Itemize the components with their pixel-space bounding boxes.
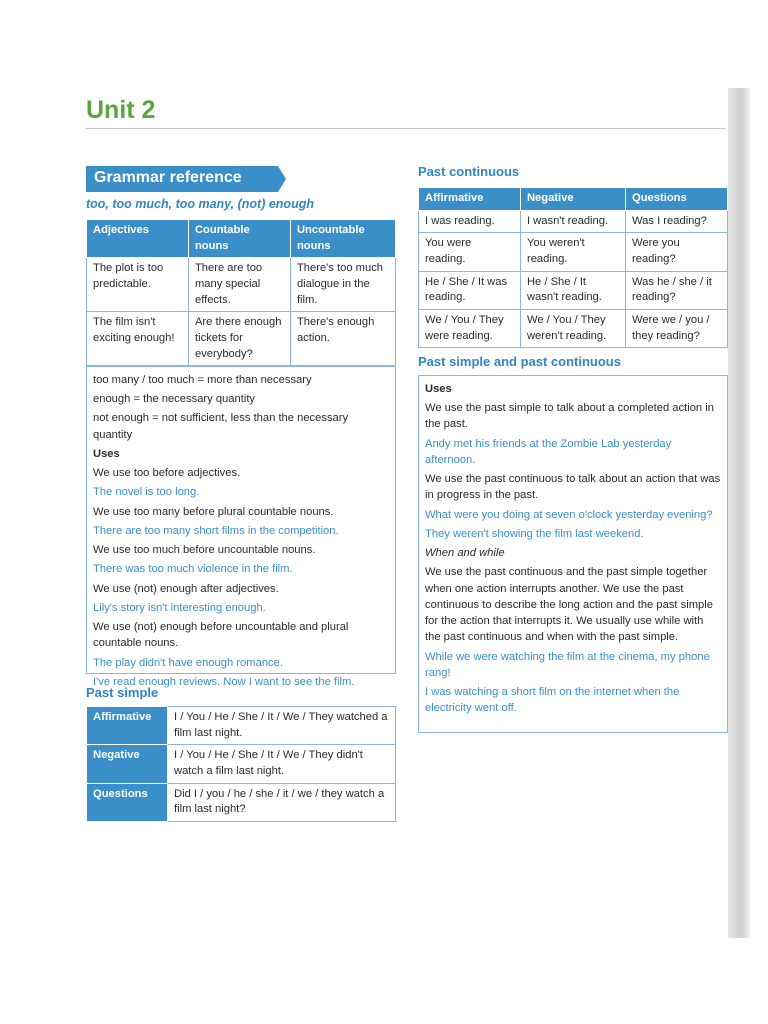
ps-pc-heading: Past simple and past continuous <box>418 354 621 369</box>
table-cell: Was I reading? <box>626 210 728 233</box>
rule-text: We use too before adjectives. <box>93 467 241 480</box>
past-simple-heading: Past simple <box>86 685 159 700</box>
table-cell: Were we / you / they reading? <box>626 310 728 348</box>
table-row <box>419 210 728 233</box>
row-label: Negative <box>87 745 168 783</box>
table-cell: You were reading. <box>419 233 521 271</box>
too-heading: too, too much, too many, (not) enough <box>86 197 314 211</box>
table-cell: I was reading. <box>419 210 521 233</box>
rule-text: We use (not) enough before uncountable and plural countable nouns. <box>93 621 349 650</box>
table-cell: Was he / she / it reading? <box>626 271 728 309</box>
rule-text: We use the past continuous to talk about an action that was in progress in the past. <box>425 473 721 502</box>
table-cell: There are too many special effects. <box>188 258 290 312</box>
table-header: Adjectives <box>87 220 189 258</box>
table-cell: He / She / It was reading. <box>419 271 521 309</box>
rule-text: We use the past continuous and the past simple together when one action interrupts another. We use the past continuous to describe the long action and the past simple for the action that interrupts it. We usually use while with the past continuous and when with the past simple. <box>425 566 713 644</box>
table-row <box>419 271 728 309</box>
table-cell: The film isn't exciting enough! <box>87 312 189 366</box>
grammar-reference-banner <box>86 166 286 192</box>
example-text: I've read enough reviews. Now I want to see the film. <box>93 675 355 688</box>
table-row <box>87 312 396 366</box>
rule-text: We use the past simple to talk about a completed action in the past. <box>425 402 714 431</box>
example-text: What were you doing at seven o'clock yesterday evening? <box>425 508 713 521</box>
rule-text: We use too many before plural countable nouns. <box>93 505 334 518</box>
example-text: There was too much violence in the film. <box>93 563 293 576</box>
table-row <box>87 745 396 783</box>
table-cell: Did I / you / he / she / it / we / they watch a film last night? <box>168 783 396 821</box>
too-table <box>86 219 396 366</box>
banner-text: Grammar reference <box>94 169 242 186</box>
table-header: Negative <box>520 188 625 211</box>
uses-label: Uses <box>425 383 452 395</box>
table-row <box>419 233 728 271</box>
example-text: The novel is too long. <box>93 486 200 499</box>
example-text: There are too many short films in the competition. <box>93 524 339 537</box>
table-cell: There's too much dialogue in the film. <box>290 258 395 312</box>
example-text: Lily's story isn't interesting enough. <box>93 601 266 614</box>
table-header: Affirmative <box>419 188 521 211</box>
when-while-label: When and while <box>425 547 505 560</box>
row-label: Questions <box>87 783 168 821</box>
table-cell: He / She / It wasn't reading. <box>520 271 625 309</box>
past-continuous-table <box>418 187 728 348</box>
too-notes-box <box>86 366 396 688</box>
example-text: Andy met his friends at the Zombie Lab yesterday afternoon. <box>425 437 672 466</box>
unit-title: Unit 2 <box>86 96 156 124</box>
ps-pc-box <box>418 375 728 733</box>
past-continuous-heading: Past continuous <box>418 164 520 179</box>
table-header: Questions <box>626 188 728 211</box>
table-cell: The plot is too predictable. <box>87 258 189 312</box>
example-text: They weren't showing the film last weekend. <box>425 527 644 540</box>
example-text: I was watching a short film on the internet when the electricity went off. <box>425 685 680 715</box>
definition: too many / too much = more than necessary <box>93 374 312 386</box>
page-edge-shadow <box>728 88 750 938</box>
past-simple-table <box>86 706 396 822</box>
table-cell: We / You / They weren't reading. <box>520 310 625 348</box>
table-cell: We / You / They were reading. <box>419 310 521 348</box>
title-divider <box>86 128 726 129</box>
table-cell: I wasn't reading. <box>520 210 625 233</box>
row-label: Affirmative <box>87 707 168 745</box>
table-row <box>87 783 396 821</box>
table-cell: Are there enough tickets for everybody? <box>188 312 290 366</box>
table-cell: I / You / He / She / It / We / They didn't watch a film last night. <box>168 745 396 783</box>
table-header: Countable nouns <box>188 220 290 258</box>
table-row <box>87 707 396 745</box>
table-row <box>419 310 728 348</box>
example-text: While we were watching the film at the cinema, my phone rang! <box>425 650 710 679</box>
definition: enough = the necessary quantity <box>93 393 256 406</box>
table-row <box>87 258 396 312</box>
rule-text: We use (not) enough after adjectives. <box>93 582 279 595</box>
example-text: The play didn't have enough romance. <box>93 656 283 669</box>
table-header: Uncountable nouns <box>290 220 395 258</box>
table-cell: I / You / He / She / It / We / They watched a film last night. <box>168 707 396 745</box>
uses-label: Uses <box>93 447 120 460</box>
definition: not enough = not sufficient, less than the necessary quantity <box>93 412 349 441</box>
table-cell: There's enough action. <box>290 312 395 366</box>
table-cell: You weren't reading. <box>520 233 625 271</box>
table-cell: Were you reading? <box>626 233 728 271</box>
rule-text: We use too much before uncountable nouns. <box>93 544 316 557</box>
